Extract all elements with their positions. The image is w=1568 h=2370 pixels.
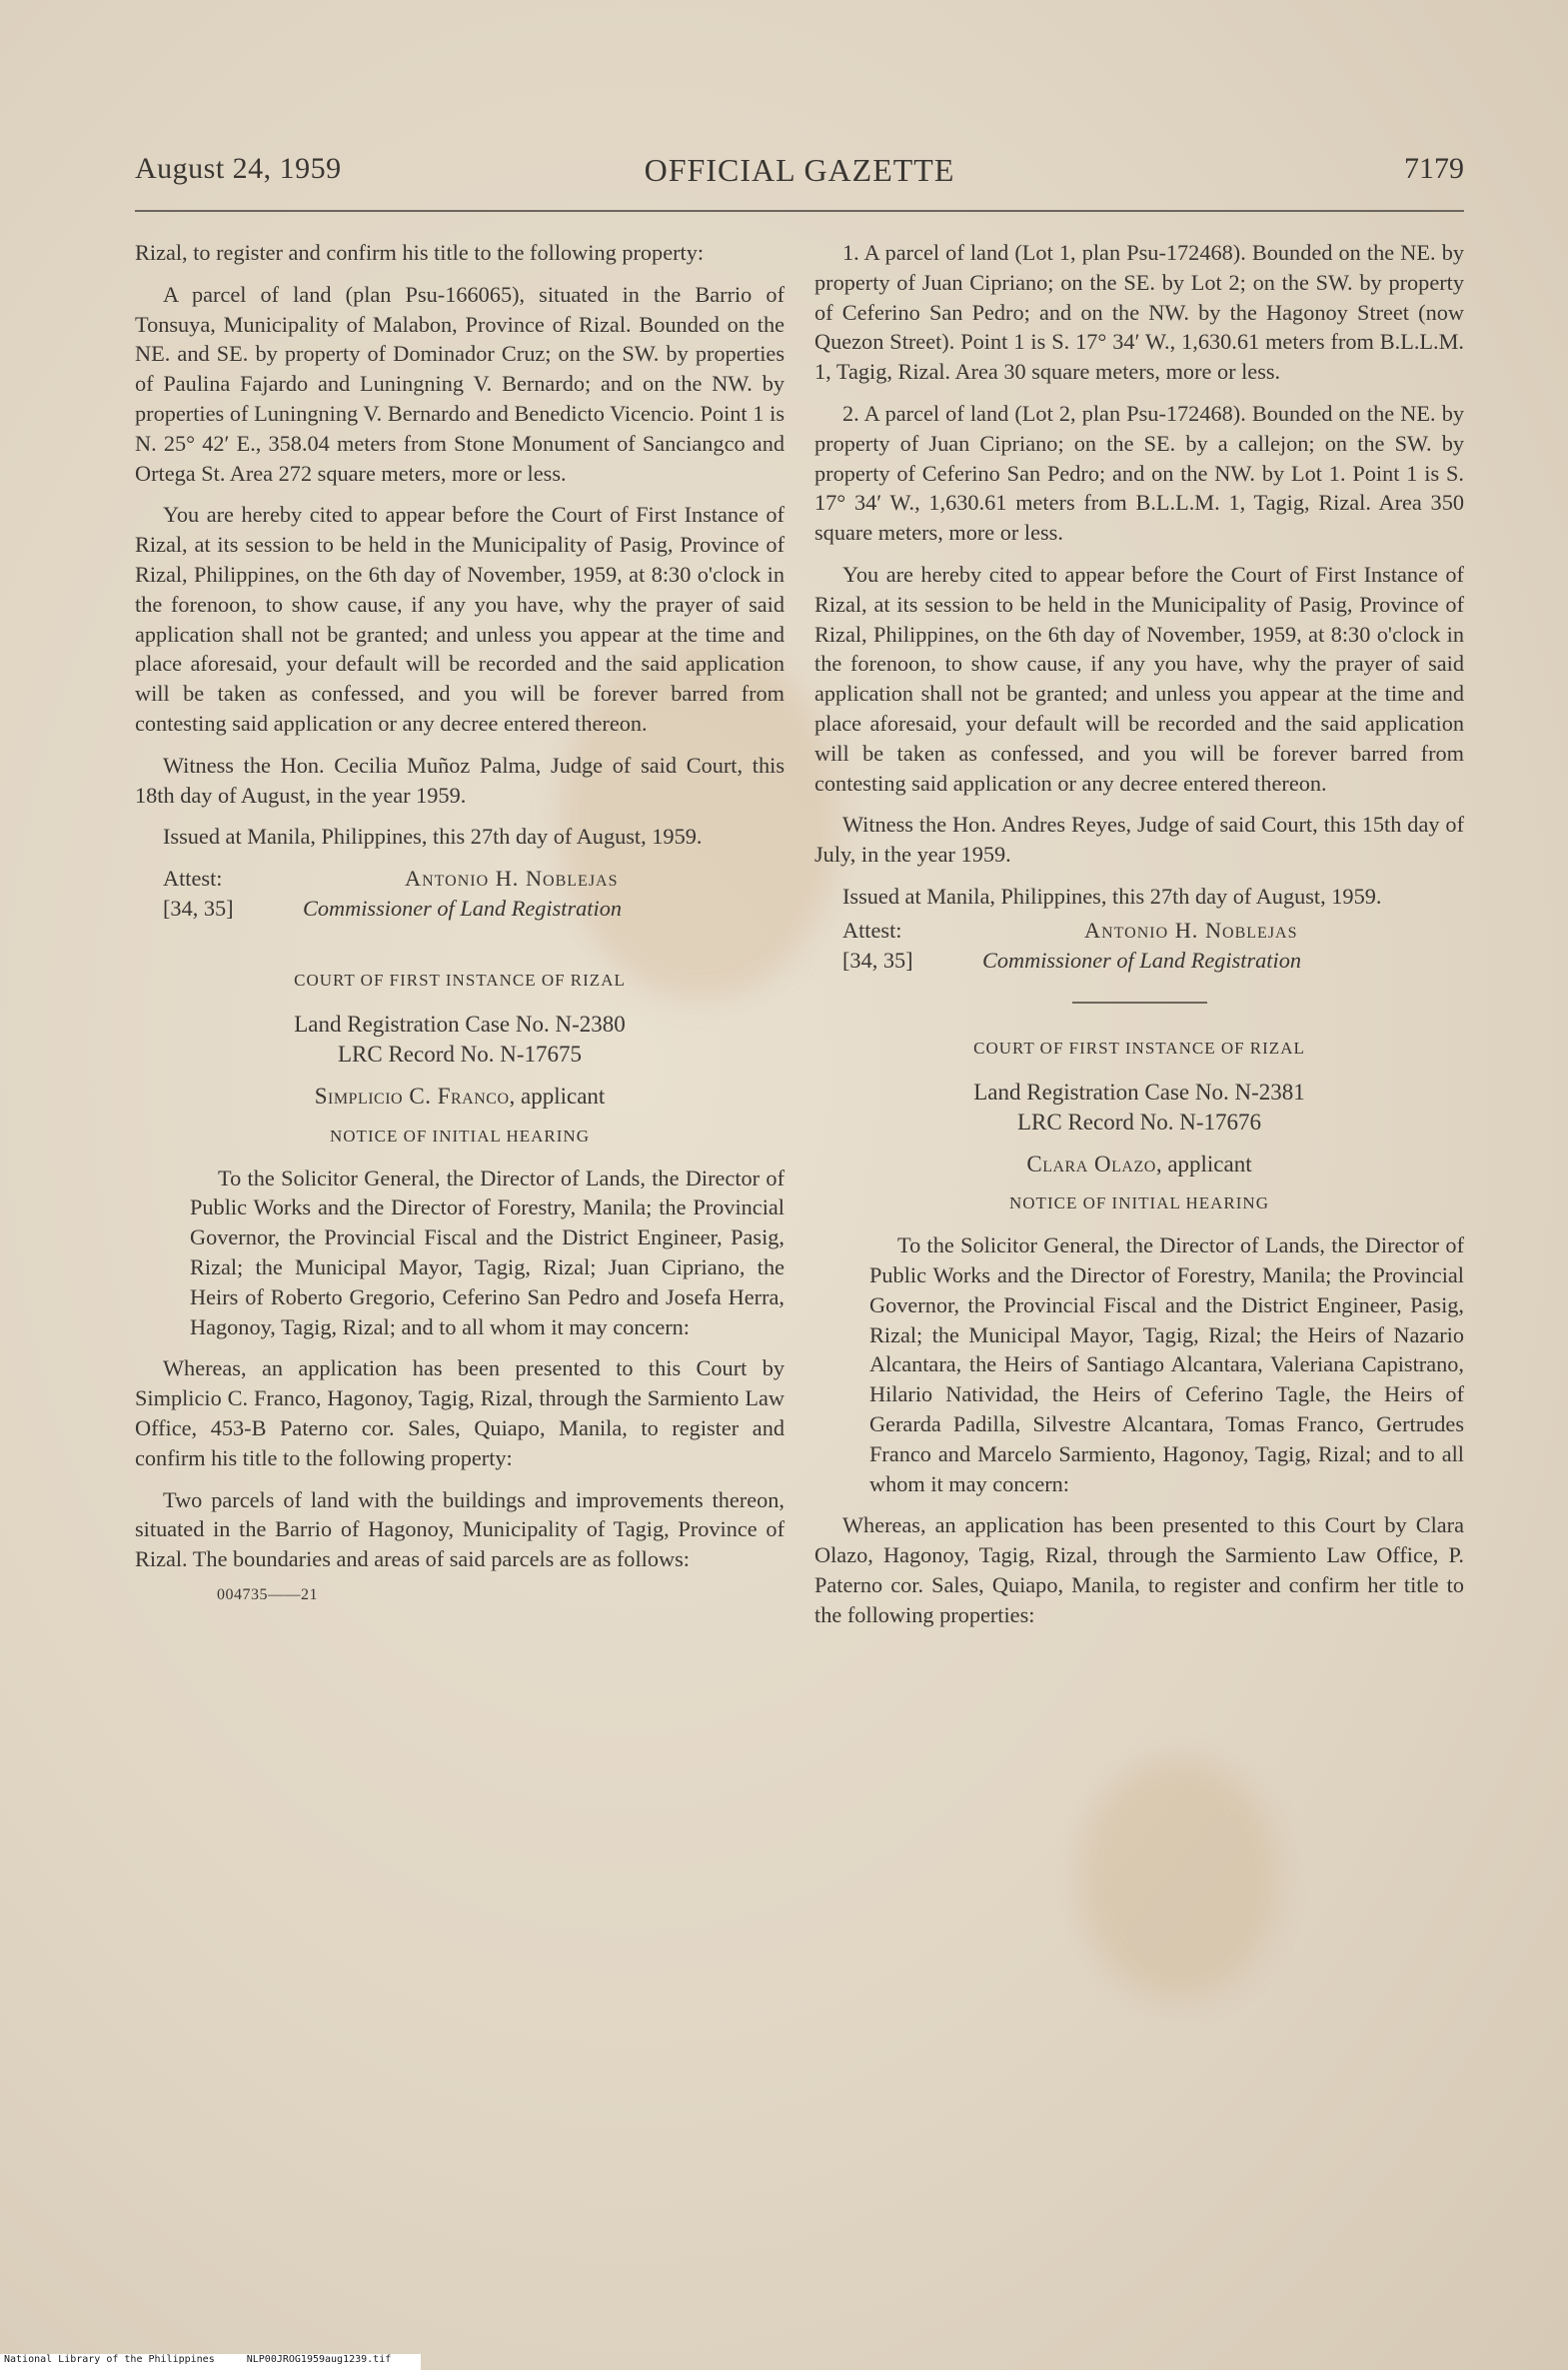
paragraph: Issued at Manila, Philippines, this 27th day of August, 1959. [842,883,1382,909]
header-rule [135,210,1464,212]
paragraph: Witness the Hon. Andres Reyes, Judge of said Court, this 15th day of July, in the year 1959. [814,812,1464,868]
case-number [135,1010,784,1070]
addressees: To the Solicitor General, the Director of Lands, the Director of Public Works and the Director of Forestry, Manila; the Provincial Governor, the Provincial Fiscal and the District Engineer, Pasig, Rizal; the Municipal Mayor, Tagig, Rizal; Juan Cipriano, the Heirs of Roberto Gregorio, Ceferino San Pedro and Josefa Herra, Hagonoy, Tagig, Rizal; and to all whom it may concern: [190,1165,784,1339]
applicant-name: Clara Olazo [1026,1151,1156,1177]
attest-name: Antonio H. Noblejas [405,866,619,892]
paper-stain [1079,1759,1279,1999]
paragraph: Whereas, an application has been presented to this Court by Clara Olazo, Hagonoy, Tagig, Rizal, through the Sarmiento Law Office, P. Paterno cor. Sales, Quiapo, Manila, to register and confirm her title to the following properties: [814,1512,1464,1627]
attest-block [135,864,784,924]
paragraph: Issued at Manila, Philippines, this 27th day of August, 1959. [163,824,703,850]
case-no: Land Registration Case No. N-2381 [973,1079,1305,1105]
paragraph: Two parcels of land with the buildings and improvements thereon, situated in the Barrio of Hagonoy, Municipality of Tagig, Province of Rizal. The boundaries and areas of said parcels are as follows: [135,1486,784,1572]
paragraph: Whereas, an application has been presented to this Court by Simplicio C. Franco, Hagonoy, Tagig, Rizal, through the Sarmiento Law Office, 453-B Paterno cor. Sales, Quiapo, Manila, to register and confirm his title to the following property: [135,1355,784,1470]
paragraph: You are hereby cited to appear before the Court of First Instance of Rizal, at its session to be held in the Municipality of Pasig, Province of Rizal, Philippines, on the 6th day of November, 1959, at 8:30 o'clock in the forenoon, to show cause, if any you have, why the prayer of said application shall not be granted; and unless you appear at the time and place aforesaid, your default will be recorded and the said application will be taken as confessed, and you will be forever barred from contesting said application or any decree entered thereon. [814,561,1464,796]
record-no: LRC Record No. N-17675 [337,1041,583,1067]
applicant-line [135,1082,784,1112]
attest-label: Attest: [842,917,902,943]
footer-filename: NLP00JROG1959aug1239.tif [246,2354,392,2365]
notice-heading: NOTICE OF INITIAL HEARING [330,1126,590,1146]
attest-name: Antonio H. Noblejas [1084,917,1298,943]
paragraph: You are hereby cited to appear before the Court of First Instance of Rizal, at its session to be held in the Municipality of Pasig, Province of Rizal, Philippines, on the 6th day of November, 1959, at 8:30 o'clock in the forenoon, to show cause, if any you have, why the prayer of said application shall not be granted; and unless you appear at the time and place aforesaid, your default will be recorded and the said application will be taken as confessed, and you will be forever barred from contesting said application or any decree entered thereon. [135,502,784,736]
case-number [814,1078,1464,1138]
paragraph: Witness the Hon. Cecilia Muñoz Palma, Judge of said Court, this 18th day of August, in the year 1959. [135,752,784,808]
paragraph: Rizal, to register and confirm his title to the following property: [135,240,705,265]
header-page-number: 7179 [1404,152,1464,185]
left-column [135,238,784,1610]
attest-block [814,916,1464,976]
paragraph: 2. A parcel of land (Lot 2, plan Psu-172468). Bounded on the NE. by property of Juan Cipriano; on the SE. by a callejon; on the SW. by property of Ceferino San Pedro; and on the NW. by Lot 1. Point 1 is S. 17° 34′ W., 1,630.61 meters from B.L.L.M. 1, Tagig, Rizal. Area 350 square meters, more or less. [814,400,1464,546]
footer-library: National Library of the Philippines [4,2354,215,2365]
attest-role: Commissioner of Land Registration [982,947,1301,973]
page-header [135,152,1464,200]
court-heading: COURT OF FIRST INSTANCE OF RIZAL [294,971,626,991]
attest-role: Commissioner of Land Registration [303,896,622,922]
addressees: To the Solicitor General, the Director of Lands, the Director of Public Works and the Director of Forestry, Manila; the Provincial Governor, the Provincial Fiscal and the District Engineer, Pasig, Rizal; the Municipal Mayor, Tagig, Rizal; the Heirs of Nazario Alcantara, the Heirs of Santiago Alcantara, Valeriana Capistrano, Hilario Natividad, the Heirs of Ceferino Tagle, the Heirs of Gerarda Padilla, Silvestre Alcantara, Tomas Franco, Gertrudes Franco and Marcelo Sarmiento, Hagonoy, Tagig, Rizal; and to all whom it may concern: [869,1232,1464,1496]
attest-ref: [34, 35] [163,896,234,922]
header-title: OFFICIAL GAZETTE [644,152,955,188]
print-code: 004735——21 [217,1585,318,1603]
applicant-name: Simplicio C. Franco [314,1083,510,1109]
attest-label: Attest: [163,866,223,892]
section-divider [1072,1002,1207,1004]
right-column [814,238,1464,1641]
paragraph: A parcel of land (plan Psu-166065), situated in the Barrio of Tonsuya, Municipality of Malabon, Province of Rizal. Bounded on the NE. and SE. by property of Dominador Cruz; on the SW. by properties of Paulina Fajardo and Luningning V. Bernardo; and on the NW. by properties of Luningning V. Bernardo and Benedicto Vicencio. Point 1 is N. 25° 42′ E., 358.04 meters from Stone Monument of Sanciangco and Ortega St. Area 272 square meters, more or less. [135,281,784,486]
notice-heading: NOTICE OF INITIAL HEARING [1009,1193,1269,1213]
record-no: LRC Record No. N-17676 [1016,1109,1262,1135]
header-date: August 24, 1959 [135,152,342,185]
attest-ref: [34, 35] [842,947,913,973]
applicant-suffix: , applicant [1155,1151,1252,1177]
applicant-suffix: , applicant [509,1083,606,1109]
applicant-line [814,1150,1464,1180]
paragraph: 1. A parcel of land (Lot 1, plan Psu-172468). Bounded on the NE. by property of Juan Cipriano; on the SE. by Lot 2; on the SW. by property of Ceferino San Pedro; and on the NW. by the Hagonoy Street (now Quezon Street). Point 1 is S. 17° 34′ W., 1,630.61 meters from B.L.L.M. 1, Tagig, Rizal. Area 30 square meters, more or less. [814,240,1464,385]
case-no: Land Registration Case No. N-2380 [294,1011,626,1037]
court-heading: COURT OF FIRST INSTANCE OF RIZAL [973,1038,1305,1058]
scan-footer [0,2354,421,2370]
